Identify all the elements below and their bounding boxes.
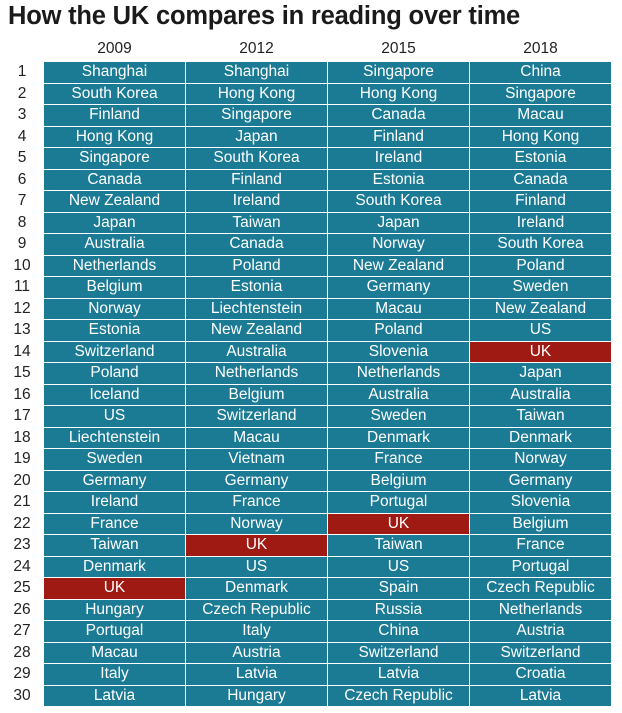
table-row — [0, 492, 622, 513]
country-cell: Ireland — [328, 148, 469, 169]
country-cell: Italy — [44, 664, 185, 685]
rank-label: 7 — [17, 192, 27, 209]
country-cell: Belgium — [186, 385, 327, 406]
country-cell: Ireland — [186, 191, 327, 212]
country-cell: Shanghai — [44, 62, 185, 83]
chart-title: How the UK compares in reading over time — [8, 2, 521, 30]
table-row — [0, 643, 622, 664]
rank-label: 21 — [13, 493, 31, 510]
country-cell: Denmark — [470, 428, 611, 449]
country-cell: Denmark — [328, 428, 469, 449]
country-cell: Sweden — [328, 406, 469, 427]
country-cell: Germany — [186, 471, 327, 492]
country-cell: Shanghai — [186, 62, 327, 83]
country-cell: Norway — [44, 299, 185, 320]
year-header-2015: 2015 — [381, 40, 416, 57]
table-row — [0, 686, 622, 707]
rank-label: 22 — [13, 514, 31, 532]
rank-label: 29 — [13, 665, 31, 682]
country-cell: Netherlands — [186, 363, 327, 384]
country-cell: Macau — [328, 299, 469, 320]
rank-label: 27 — [13, 622, 31, 639]
ranking-rows — [0, 62, 622, 706]
country-cell: Netherlands — [328, 363, 469, 384]
year-header-2018: 2018 — [523, 40, 558, 57]
country-cell: Australia — [44, 234, 185, 255]
country-cell: Slovenia — [328, 342, 469, 363]
country-cell: Russia — [328, 600, 469, 621]
country-cell: Estonia — [328, 170, 469, 191]
country-cell: Croatia — [470, 664, 611, 685]
country-cell: France — [186, 492, 327, 513]
country-cell: Poland — [44, 363, 185, 384]
country-cell: New Zealand — [328, 256, 469, 277]
country-cell: Taiwan — [186, 213, 327, 234]
table-row — [0, 170, 622, 191]
country-cell: Norway — [470, 449, 611, 470]
rank-label: 1 — [17, 63, 27, 80]
rank-label: 25 — [13, 579, 31, 596]
highlight-cell: UK — [470, 342, 611, 363]
rank-label: 26 — [13, 600, 31, 618]
country-cell: Hong Kong — [186, 84, 327, 105]
year-header-row — [0, 36, 622, 62]
country-cell: Canada — [186, 234, 327, 255]
rank-label: 13 — [13, 321, 31, 338]
table-row — [0, 84, 622, 105]
table-row — [0, 535, 622, 556]
country-cell: France — [470, 535, 611, 556]
table-row — [0, 514, 622, 535]
country-cell: Australia — [328, 385, 469, 406]
country-cell: Macau — [186, 428, 327, 449]
country-cell: Belgium — [470, 514, 611, 535]
country-cell: South Korea — [328, 191, 469, 212]
country-cell: China — [328, 621, 469, 642]
country-cell: Singapore — [328, 62, 469, 83]
rank-label: 24 — [13, 557, 31, 575]
rank-label: 5 — [17, 149, 27, 166]
table-row — [0, 600, 622, 621]
country-cell: Germany — [44, 471, 185, 492]
country-cell: Ireland — [44, 492, 185, 513]
table-row — [0, 471, 622, 492]
country-cell: Latvia — [470, 686, 611, 707]
country-cell: Finland — [186, 170, 327, 191]
highlight-cell: UK — [328, 514, 469, 535]
country-cell: New Zealand — [470, 299, 611, 320]
rank-label: 16 — [13, 385, 31, 403]
country-cell: Latvia — [328, 664, 469, 685]
table-row — [0, 191, 622, 212]
country-cell: Norway — [186, 514, 327, 535]
country-cell: Slovenia — [470, 492, 611, 513]
country-cell: Belgium — [44, 277, 185, 298]
country-cell: Switzerland — [186, 406, 327, 427]
rank-label: 18 — [13, 428, 31, 446]
country-cell: France — [44, 514, 185, 535]
country-cell: Macau — [44, 643, 185, 664]
country-cell: Hong Kong — [470, 127, 611, 148]
rank-label: 20 — [13, 471, 31, 489]
country-cell: Belgium — [328, 471, 469, 492]
country-cell: Germany — [470, 471, 611, 492]
table-row — [0, 557, 622, 578]
country-cell: Germany — [328, 277, 469, 298]
rank-label: 9 — [17, 235, 27, 252]
table-row — [0, 277, 622, 298]
country-cell: Singapore — [44, 148, 185, 169]
country-cell: Sweden — [44, 449, 185, 470]
highlight-cell: UK — [186, 535, 327, 556]
country-cell: Estonia — [186, 277, 327, 298]
country-cell: Hong Kong — [44, 127, 185, 148]
rank-label: 6 — [17, 170, 27, 188]
country-cell: Czech Republic — [470, 578, 611, 599]
table-row — [0, 578, 622, 599]
table-row — [0, 621, 622, 642]
country-cell: Latvia — [186, 664, 327, 685]
country-cell: Denmark — [44, 557, 185, 578]
table-row — [0, 105, 622, 126]
country-cell: New Zealand — [44, 191, 185, 212]
table-row — [0, 127, 622, 148]
rank-label: 19 — [13, 450, 31, 467]
country-cell: Hong Kong — [328, 84, 469, 105]
country-cell: Portugal — [470, 557, 611, 578]
country-cell: China — [470, 62, 611, 83]
table-row — [0, 406, 622, 427]
rank-label: 30 — [13, 686, 31, 704]
country-cell: Australia — [470, 385, 611, 406]
country-cell: Taiwan — [328, 535, 469, 556]
country-cell: Vietnam — [186, 449, 327, 470]
country-cell: Switzerland — [328, 643, 469, 664]
country-cell: Taiwan — [44, 535, 185, 556]
country-cell: Hungary — [186, 686, 327, 707]
country-cell: France — [328, 449, 469, 470]
rank-label: 14 — [13, 342, 31, 360]
country-cell: US — [470, 320, 611, 341]
country-cell: Japan — [470, 363, 611, 384]
country-cell: Canada — [328, 105, 469, 126]
country-cell: South Korea — [470, 234, 611, 255]
country-cell: Austria — [470, 621, 611, 642]
country-cell: Italy — [186, 621, 327, 642]
table-row — [0, 363, 622, 384]
country-cell: Poland — [470, 256, 611, 277]
table-row — [0, 234, 622, 255]
ranking-table — [0, 36, 622, 707]
country-cell: Singapore — [470, 84, 611, 105]
table-row — [0, 320, 622, 341]
highlight-cell: UK — [44, 578, 185, 599]
year-header-2012: 2012 — [239, 40, 274, 57]
table-row — [0, 428, 622, 449]
country-cell: Austria — [186, 643, 327, 664]
country-cell: Japan — [328, 213, 469, 234]
country-cell: Portugal — [328, 492, 469, 513]
country-cell: South Korea — [186, 148, 327, 169]
country-cell: Poland — [328, 320, 469, 341]
country-cell: Netherlands — [44, 256, 185, 277]
country-cell: Ireland — [470, 213, 611, 234]
country-cell: Switzerland — [470, 643, 611, 664]
country-cell: Spain — [328, 578, 469, 599]
table-row — [0, 62, 622, 83]
country-cell: US — [44, 406, 185, 427]
table-row — [0, 385, 622, 406]
country-cell: Switzerland — [44, 342, 185, 363]
country-cell: Hungary — [44, 600, 185, 621]
rank-label: 28 — [13, 643, 31, 661]
rank-label: 15 — [13, 364, 31, 381]
country-cell: Latvia — [44, 686, 185, 707]
country-cell: Canada — [44, 170, 185, 191]
country-cell: Estonia — [470, 148, 611, 169]
rank-label: 12 — [13, 299, 31, 317]
country-cell: New Zealand — [186, 320, 327, 341]
rank-label: 4 — [17, 127, 27, 145]
rank-label: 10 — [13, 256, 31, 274]
country-cell: Japan — [186, 127, 327, 148]
country-cell: Finland — [44, 105, 185, 126]
country-cell: Czech Republic — [328, 686, 469, 707]
country-cell: Norway — [328, 234, 469, 255]
country-cell: Finland — [328, 127, 469, 148]
table-row — [0, 342, 622, 363]
country-cell: Australia — [186, 342, 327, 363]
rank-label: 8 — [17, 213, 27, 231]
country-cell: South Korea — [44, 84, 185, 105]
country-cell: Canada — [470, 170, 611, 191]
table-row — [0, 664, 622, 685]
country-cell: Netherlands — [470, 600, 611, 621]
rank-label: 17 — [13, 407, 31, 424]
country-cell: US — [186, 557, 327, 578]
table-row — [0, 449, 622, 470]
table-row — [0, 148, 622, 169]
country-cell: Singapore — [186, 105, 327, 126]
country-cell: Estonia — [44, 320, 185, 341]
table-row — [0, 213, 622, 234]
country-cell: Taiwan — [470, 406, 611, 427]
country-cell: Finland — [470, 191, 611, 212]
rank-label: 2 — [17, 84, 27, 102]
country-cell: Portugal — [44, 621, 185, 642]
table-row — [0, 299, 622, 320]
country-cell: Iceland — [44, 385, 185, 406]
country-cell: Sweden — [470, 277, 611, 298]
country-cell: Czech Republic — [186, 600, 327, 621]
country-cell: Poland — [186, 256, 327, 277]
country-cell: Denmark — [186, 578, 327, 599]
rank-label: 11 — [13, 278, 31, 295]
rank-label: 23 — [13, 536, 31, 553]
country-cell: Liechtenstein — [44, 428, 185, 449]
rank-label: 3 — [17, 106, 27, 123]
country-cell: Liechtenstein — [186, 299, 327, 320]
country-cell: Japan — [44, 213, 185, 234]
year-header-2009: 2009 — [97, 40, 132, 57]
country-cell: Macau — [470, 105, 611, 126]
country-cell: US — [328, 557, 469, 578]
table-row — [0, 256, 622, 277]
